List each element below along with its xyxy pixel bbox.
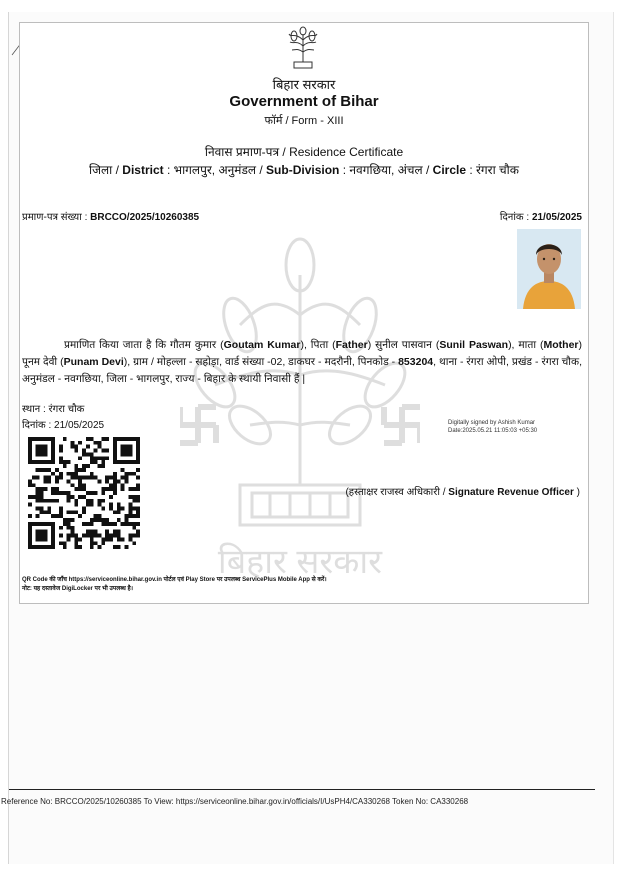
bihar-emblem-icon — [285, 26, 321, 72]
body-s4: ), माता ( — [508, 339, 544, 351]
place: स्थान : रंगरा चौक — [22, 404, 85, 415]
body-s6: ), ग्राम / मोहल्ला - सहोड़ा, वार्ड संख्या -02, डाकघर - मदरौनी, पिनकोड - — [123, 356, 399, 368]
scanned-page — [1, 12, 614, 864]
body-name-en: Goutam Kumar — [223, 339, 301, 351]
body-mother-label: Mother — [543, 339, 579, 351]
certificate-body — [22, 337, 582, 388]
certificate-title — [20, 143, 588, 160]
applicant-photo — [517, 229, 581, 309]
district-label-hi: जिला / — [89, 163, 123, 177]
reference-footer: Reference No: BRCCO/2025/10260385 To View: https://serviceonline.bihar.gov.in/officials/I/UsPH4/CA330268 Token No: CA330268 — [1, 797, 469, 806]
digital-signature-line2: Date:2025.05.21 11:05:03 +05:30 — [448, 428, 538, 434]
signature-label — [345, 484, 580, 498]
subdivision-label: Sub-Division — [266, 163, 340, 177]
circle-label: Circle — [432, 163, 467, 177]
signature-label-close: ) — [573, 487, 580, 498]
body-s1: प्रमाणित किया जाता है कि गौतम कुमार ( — [64, 339, 224, 351]
header-hindi-state: बिहार सरकार — [272, 77, 336, 92]
header-english-state: Government of Bihar — [229, 93, 379, 110]
certificate-number-value: BRCCO/2025/10260385 — [90, 212, 200, 223]
qr-note-line1: QR Code की जाँच https://serviceonline.bihar.gov.in पोर्टल एवं Play Store पर उपलब्ध ServicePlus Mobile App से करें। — [22, 577, 327, 583]
body-s5: ) पूनम देवी ( — [22, 339, 583, 368]
digital-signature — [448, 419, 537, 435]
watermark-text: बिहार सरकार — [217, 543, 383, 581]
footer-rule — [9, 789, 595, 790]
date-bottom: दिनांक : 21/05/2025 — [22, 420, 105, 431]
body-mother-en: Punam Devi — [63, 356, 124, 368]
issue-date-value: 21/05/2025 — [531, 212, 582, 223]
body-father-en: Sunil Paswan — [439, 339, 509, 351]
issue-date — [500, 209, 582, 223]
signature-label-en: Signature Revenue Officer — [448, 487, 574, 498]
certificate-document — [19, 22, 589, 604]
certificate-title-hindi: निवास प्रमाण-पत्र / — [204, 145, 290, 159]
district-value: : भागलपुर, अनुमंडल / — [163, 163, 267, 177]
certificate-number — [22, 209, 199, 223]
district-label: District — [122, 163, 164, 177]
bihar-emblem-watermark — [180, 235, 420, 595]
qr-note-line2: नोट: यह दस्तावेज DigiLocker पर भी उपलब्ध है। — [22, 586, 133, 592]
qr-code — [28, 437, 140, 549]
circle-value: : रंगरा चौक — [466, 163, 519, 177]
digital-signature-line1: Digitally signed by Ashish Kumar — [448, 420, 536, 426]
signature-label-hi: (हस्ताक्षर राजस्व अधिकारी / — [345, 487, 449, 498]
body-s2: ), पिता ( — [300, 339, 336, 351]
certificate-number-label: प्रमाण-पत्र संख्या : — [22, 212, 91, 223]
issue-date-label: दिनांक : — [499, 212, 532, 223]
body-s3: ) सुनील पासवान ( — [367, 339, 440, 351]
subdivision-value: : नवगछिया, अंचल / — [339, 163, 433, 177]
body-father-label: Father — [335, 339, 368, 351]
body-pincode: 853204 — [398, 356, 434, 368]
certificate-title-english: Residence Certificate — [289, 145, 404, 159]
body-s7: , थाना - रंगरा ओपी, प्रखंड - रंगरा चौक, अनुमंडल - नवगछिया, जिला - भागलपुर, राज्य - बिहार के स्थायी निवासी हैं | — [22, 356, 582, 385]
district-line — [20, 161, 588, 178]
form-number: फॉर्म / Form - XIII — [264, 115, 344, 127]
